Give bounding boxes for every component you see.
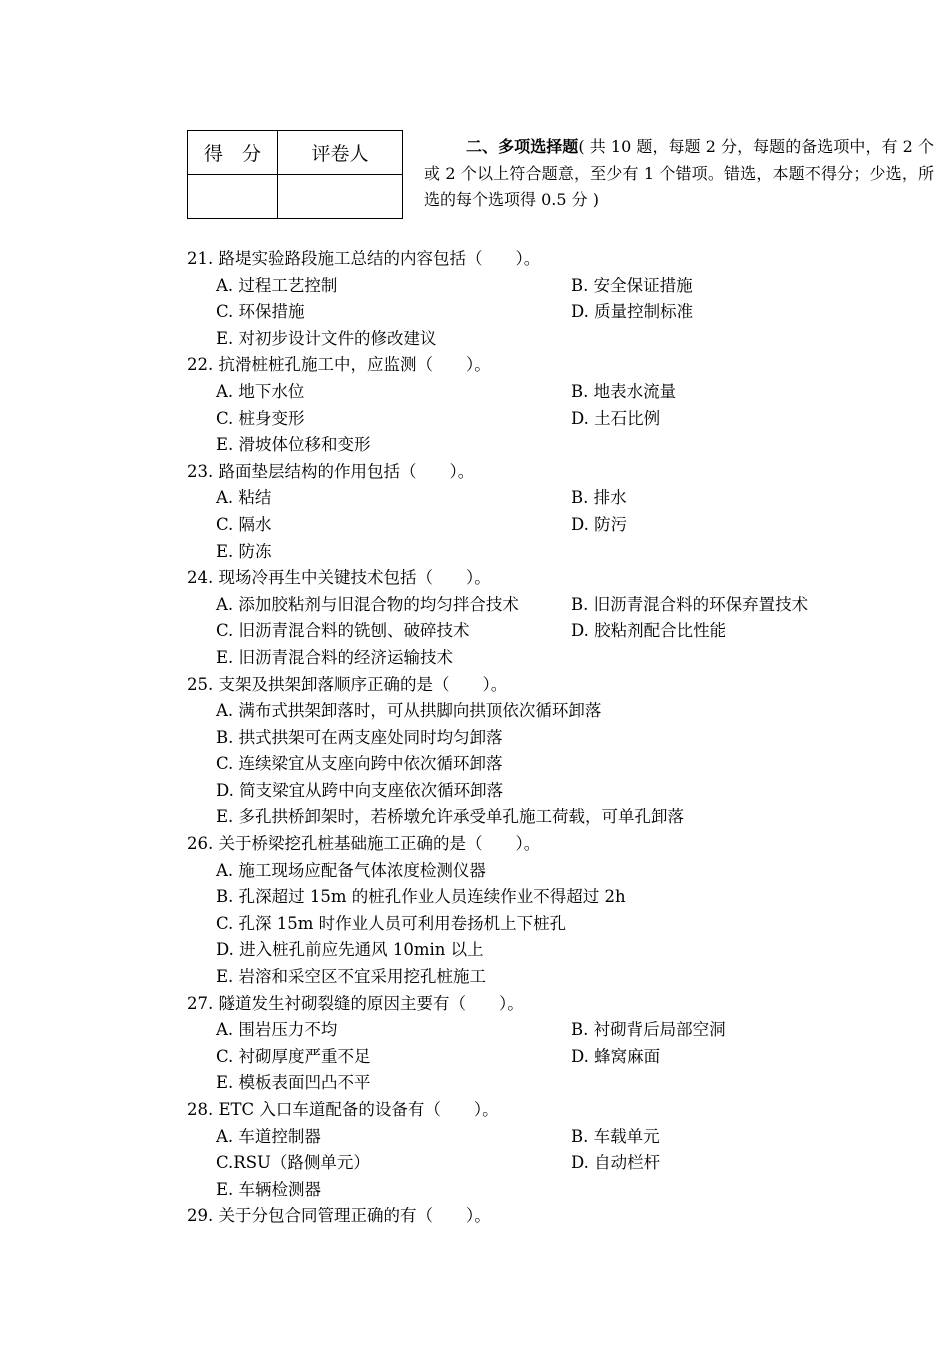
option-b[interactable]: B. 孔深超过 15m 的桩孔作业人员连续作业不得超过 2h	[216, 887, 626, 907]
section-title: 二、多项选择题	[466, 137, 579, 156]
option-d[interactable]: D. 土石比例	[571, 408, 661, 428]
reviewer-cell[interactable]	[278, 175, 403, 219]
option-b[interactable]: B. 拱式拱架可在两支座处同时均匀卸落	[216, 727, 503, 747]
option-a[interactable]: A. 粘结	[216, 488, 272, 508]
option-d[interactable]: D. 防污	[571, 514, 628, 534]
option-b[interactable]: B. 旧沥青混合料的环保弃置技术	[571, 594, 809, 614]
option-e[interactable]: E. 对初步设计文件的修改建议	[216, 328, 437, 348]
score-table	[187, 130, 403, 219]
question-stem: 23. 路面垫层结构的作用包括（ ）。	[187, 461, 475, 481]
question-stem: 24. 现场冷再生中关键技术包括（ ）。	[187, 568, 491, 588]
section-instructions: ( 共 10 题，每题 2 分，每题的备选项中，有 2 个或 2 个以上符合题意，至少有 1 个错项。错选，本题不得分；少选，所选的每个选项得 0.5 分 )	[424, 137, 934, 209]
option-c[interactable]: C. 隔水	[216, 514, 272, 534]
question-list	[187, 246, 907, 1230]
option-d[interactable]: D. 胶粘剂配合比性能	[571, 621, 727, 641]
option-a[interactable]: A. 过程工艺控制	[216, 275, 338, 295]
option-a[interactable]: A. 添加胶粘剂与旧混合物的均匀拌合技术	[216, 594, 519, 614]
option-d[interactable]: D. 蜂窝麻面	[571, 1046, 661, 1066]
score-cell[interactable]	[188, 175, 278, 219]
option-a[interactable]: A. 施工现场应配备气体浓度检测仪器	[216, 860, 486, 880]
score-label: 得 分	[188, 131, 278, 175]
question-stem: 26. 关于桥梁挖孔桩基础施工正确的是（ ）。	[187, 834, 541, 854]
option-e[interactable]: E. 多孔拱桥卸架时，若桥墩允许承受单孔施工荷载，可单孔卸落	[216, 807, 685, 827]
option-e[interactable]: E. 防冻	[216, 541, 272, 561]
question-stem: 27. 隧道发生衬砌裂缝的原因主要有（ ）。	[187, 993, 524, 1013]
option-c[interactable]: C. 环保措施	[216, 302, 305, 322]
option-a[interactable]: A. 满布式拱架卸落时，可从拱脚向拱顶依次循环卸落	[216, 701, 602, 721]
option-c[interactable]: C. 旧沥青混合料的铣刨、破碎技术	[216, 621, 470, 641]
option-d[interactable]: D. 自动栏杆	[571, 1153, 661, 1173]
option-b[interactable]: B. 衬砌背后局部空洞	[571, 1020, 726, 1040]
option-b[interactable]: B. 安全保证措施	[571, 275, 693, 295]
option-a[interactable]: A. 车道控制器	[216, 1126, 321, 1146]
option-e[interactable]: E. 岩溶和采空区不宜采用挖孔桩施工	[216, 967, 487, 987]
option-e[interactable]: E. 车辆检测器	[216, 1179, 322, 1199]
option-a[interactable]: A. 地下水位	[216, 381, 305, 401]
question-stem: 25. 支架及拱架卸落顺序正确的是（ ）。	[187, 674, 508, 694]
question-stem: 28. ETC 入口车道配备的设备有（ ）。	[187, 1100, 499, 1119]
option-e[interactable]: E. 模板表面凹凸不平	[216, 1073, 371, 1093]
question-stem: 22. 抗滑桩桩孔施工中，应监测（ ）。	[187, 355, 491, 375]
option-c[interactable]: C. 连续梁宜从支座向跨中依次循环卸落	[216, 754, 503, 774]
question-stem: 21. 路堤实验路段施工总结的内容包括（ ）。	[187, 249, 541, 268]
option-c[interactable]: C. 桩身变形	[216, 408, 305, 428]
option-c[interactable]: C. 衬砌厚度严重不足	[216, 1046, 371, 1066]
option-d[interactable]: D. 简支梁宜从跨中向支座依次循环卸落	[216, 780, 504, 800]
option-b[interactable]: B. 地表水流量	[571, 381, 677, 401]
option-e[interactable]: E. 旧沥青混合料的经济运输技术	[216, 647, 454, 667]
section-header	[424, 134, 934, 214]
option-c[interactable]: C. 孔深 15m 时作业人员可利用卷扬机上下桩孔	[216, 913, 567, 933]
question-stem: 29. 关于分包合同管理正确的有（ ）。	[187, 1206, 491, 1226]
option-d[interactable]: D. 进入桩孔前应先通风 10min 以上	[216, 940, 484, 960]
option-c[interactable]: C.RSU（路侧单元）	[216, 1153, 370, 1173]
option-e[interactable]: E. 滑坡体位移和变形	[216, 435, 371, 455]
option-b[interactable]: B. 排水	[571, 488, 627, 508]
option-a[interactable]: A. 围岩压力不均	[216, 1020, 338, 1040]
option-b[interactable]: B. 车载单元	[571, 1126, 660, 1146]
option-d[interactable]: D. 质量控制标准	[571, 302, 694, 322]
reviewer-label: 评卷人	[278, 131, 403, 175]
